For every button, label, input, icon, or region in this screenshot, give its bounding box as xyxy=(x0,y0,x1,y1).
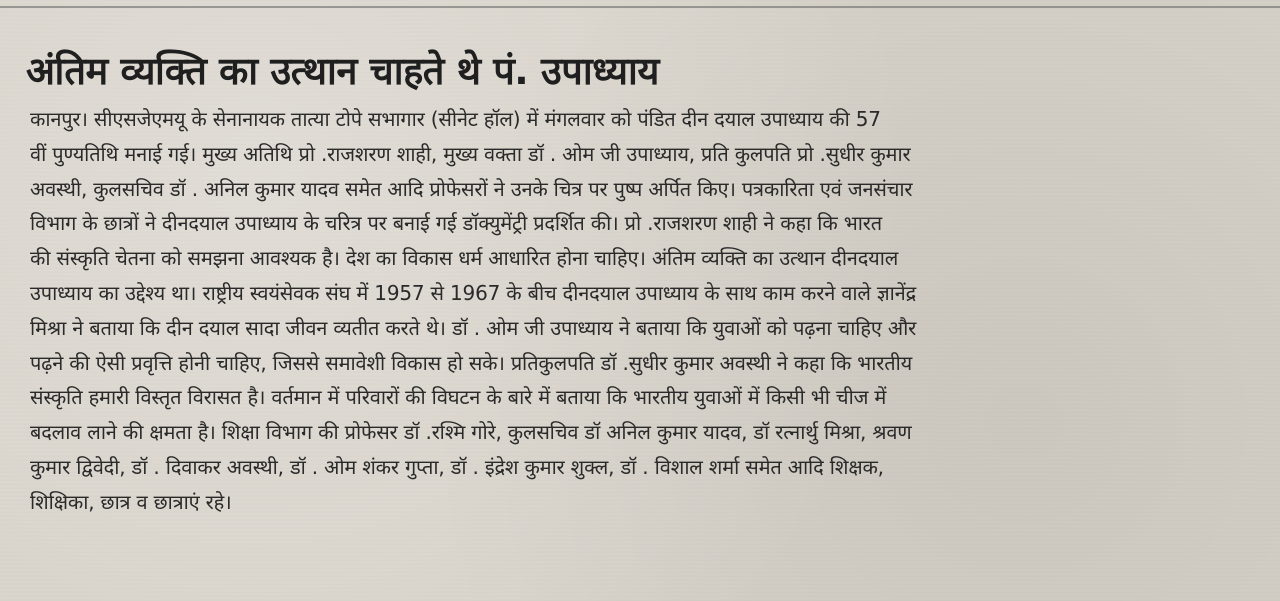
body-line-1: कानपुर। सीएसजेएमयू के सेनानायक तात्या टोपे सभागार (सीनेट हॉल) में मंगलवार को पंडित दीन दयाल उपाध्याय की 57 xyxy=(30,107,881,131)
article-body xyxy=(24,102,1256,520)
body-line-3: अवस्थी, कुलसचिव डॉ . अनिल कुमार यादव समेत आदि प्रोफेसरों ने उनके चित्र पर पुष्प अर्पित किए। पत्रकारिता एवं जनसंचार xyxy=(30,176,913,201)
body-line-2: वीं पुण्यतिथि मनाई गई। मुख्य अतिथि प्रो .राजशरण शाही, मुख्य वक्ता डॉ . ओम जी उपाध्याय, प्रति कुलपति प्रो .सुधीर कुमार xyxy=(30,141,911,166)
news-article xyxy=(24,40,1256,592)
body-line-12: शिक्षिका, छात्र व छात्राएं रहे। xyxy=(30,489,232,514)
body-line-7: मिश्रा ने बताया कि दीन दयाल सादा जीवन व्यतीत करते थे। डॉ . ओम जी उपाध्याय ने बताया कि युवाओं को पढ़ना चाहिए और xyxy=(30,315,917,340)
body-line-8: पढ़ने की ऐसी प्रवृत्ति होनी चाहिए, जिससे समावेशी विकास हो सके। प्रतिकुलपति डॉ .सुधीर कुमार अवस्थी ने कहा कि भारतीय xyxy=(30,350,912,375)
body-line-5: की संस्कृति चेतना को समझना आवश्यक है। देश का विकास धर्म आधारित होना चाहिए। अंतिम व्यक्ति का उत्थान दीनदयाल xyxy=(30,246,899,271)
body-line-9: संस्कृति हमारी विस्तृत विरासत है। वर्तमान में परिवारों की विघटन के बारे में बताया कि भारतीय युवाओं में किसी भी चीज में xyxy=(30,385,887,410)
body-line-6: उपाध्याय का उद्देश्य था। राष्ट्रीय स्वयंसेवक संघ में 1957 से 1967 के बीच दीनदयाल उपाध्याय के साथ काम करने वाले ज्ञानेंद्र xyxy=(30,280,916,305)
body-line-4: विभाग के छात्रों ने दीनदयाल उपाध्याय के चरित्र पर बनाई गई डॉक्युमेंट्री प्रदर्शित की। प्रो .राजशरण शाही ने कहा कि भारत xyxy=(30,211,882,236)
body-line-11: कुमार द्विवेदी, डॉ . दिवाकर अवस्थी, डॉ . ओम शंकर गुप्ता, डॉ . इंद्रेश कुमार शुक्ल, डॉ . विशाल शर्मा समेत आदि शिक्षक, xyxy=(30,454,884,479)
body-line-10: बदलाव लाने की क्षमता है। शिक्षा विभाग की प्रोफेसर डॉ .रश्मि गोरे, कुलसचिव डॉ अनिल कुमार यादव, डॉ रत्नार्थु मिश्रा, श्रवण xyxy=(30,420,912,445)
article-headline: अंतिम व्यक्ति का उत्थान चाहते थे पं. उपाध्याय xyxy=(26,49,659,93)
top-rule xyxy=(0,6,1280,8)
